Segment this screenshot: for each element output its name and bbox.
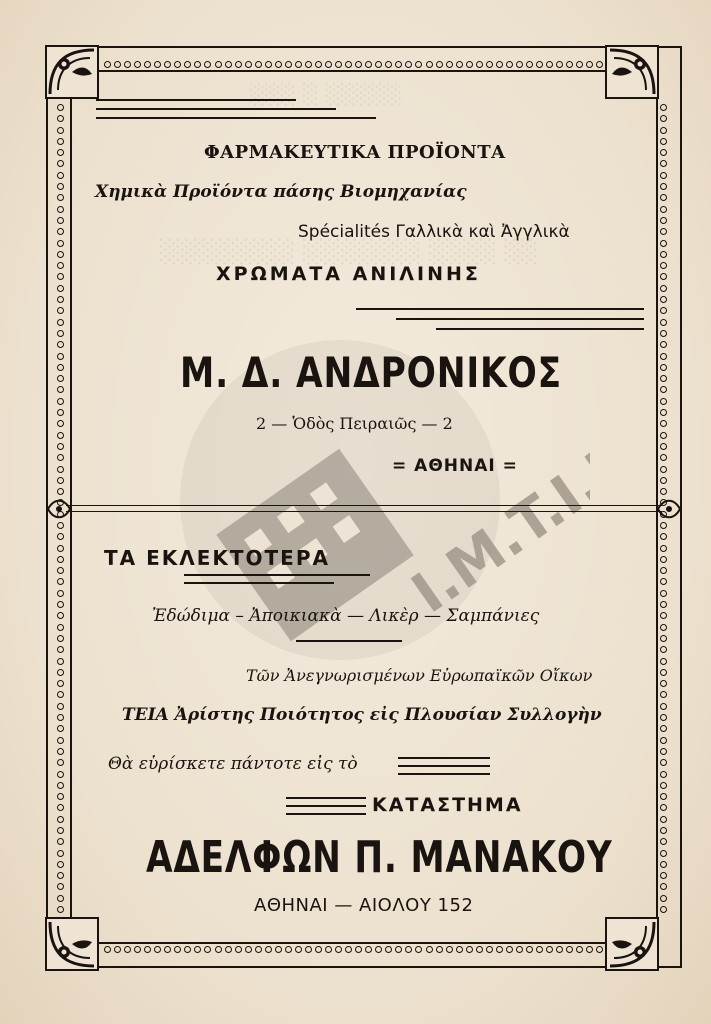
chain-dot xyxy=(57,861,64,868)
chain-dot xyxy=(124,946,131,953)
chain-dot xyxy=(660,669,667,676)
divider-ornament-icon xyxy=(656,496,682,522)
ad1-address: 2 — Ὁδὸς Πειραιῶς — 2 xyxy=(256,414,453,433)
decorative-rule xyxy=(398,757,490,759)
ad1-subheading: Χημικὰ Προϊόντα πάσης Βιομηχανίας xyxy=(95,182,467,202)
chain-dot xyxy=(57,624,64,631)
chain-dot xyxy=(245,61,252,68)
decorative-rule xyxy=(356,308,644,310)
chain-dot xyxy=(154,61,161,68)
chain-dot xyxy=(57,804,64,811)
chain-dot xyxy=(57,895,64,902)
chain-dot xyxy=(57,386,64,393)
chain-dot xyxy=(576,61,583,68)
chain-dot xyxy=(456,946,463,953)
chain-dot xyxy=(476,61,483,68)
chain-dot xyxy=(556,61,563,68)
decorative-rule xyxy=(96,99,296,101)
chain-dot xyxy=(57,149,64,156)
chain-dot xyxy=(124,61,131,68)
chain-dot xyxy=(660,409,667,416)
chain-dot xyxy=(57,782,64,789)
ad2-products: Ἐδώδιμα – Ἀποικιακὰ — Λικὲρ — Σαμπάνιες xyxy=(152,606,540,626)
chain-dot xyxy=(57,228,64,235)
chain-dot xyxy=(57,612,64,619)
chain-dot xyxy=(660,906,667,913)
chain-dot xyxy=(660,420,667,427)
chain-dot xyxy=(660,601,667,608)
ad2-merchant-name: ΑΔΕΛΦΩΝ Π. ΜΑΝΑΚΟΥ xyxy=(146,832,613,883)
chain-dot xyxy=(57,330,64,337)
chain-dot xyxy=(660,883,667,890)
chain-dot xyxy=(164,61,171,68)
chain-dot xyxy=(415,61,422,68)
chain-dot xyxy=(660,737,667,744)
chain-dot xyxy=(255,61,262,68)
chain-dot xyxy=(660,895,667,902)
chain-dot xyxy=(57,737,64,744)
dot-chain-top xyxy=(104,61,604,71)
chain-dot xyxy=(660,319,667,326)
chain-dot xyxy=(57,127,64,134)
chain-dot xyxy=(57,872,64,879)
ad1-colors: ΧΡΩΜΑΤΑ ΑΝΙΛΙΝΗΣ xyxy=(216,263,481,285)
chain-dot xyxy=(586,946,593,953)
chain-dot xyxy=(660,341,667,348)
chain-dot xyxy=(660,330,667,337)
decorative-rule xyxy=(436,328,644,330)
chain-dot xyxy=(660,590,667,597)
chain-dot xyxy=(57,748,64,755)
chain-dot xyxy=(660,782,667,789)
chain-dot xyxy=(660,454,667,461)
corner-ornament-icon xyxy=(44,916,100,972)
chain-dot xyxy=(275,946,282,953)
chain-dot xyxy=(57,285,64,292)
chain-dot xyxy=(446,61,453,68)
chain-dot xyxy=(57,138,64,145)
chain-dot xyxy=(355,61,362,68)
chain-dot xyxy=(516,946,523,953)
chain-dot xyxy=(57,691,64,698)
decorative-rule xyxy=(398,765,490,767)
chain-dot xyxy=(355,946,362,953)
chain-dot xyxy=(335,946,342,953)
chain-dot xyxy=(405,946,412,953)
chain-dot xyxy=(57,420,64,427)
chain-dot xyxy=(57,567,64,574)
chain-dot xyxy=(57,816,64,823)
chain-dot xyxy=(556,946,563,953)
chain-dot xyxy=(215,61,222,68)
chain-dot xyxy=(660,115,667,122)
chain-dot xyxy=(104,61,111,68)
chain-dot xyxy=(660,386,667,393)
chain-dot xyxy=(660,850,667,857)
chain-dot xyxy=(194,61,201,68)
chain-dot xyxy=(57,883,64,890)
chain-dot xyxy=(57,466,64,473)
chain-dot xyxy=(57,601,64,608)
chain-dot xyxy=(104,946,111,953)
chain-dot xyxy=(57,522,64,529)
ad2-houses: Τῶν Ἀνεγνωρισμένων Εὐρωπαϊκῶν Οἴκων xyxy=(246,666,593,685)
chain-dot xyxy=(57,578,64,585)
chain-dot xyxy=(660,680,667,687)
ad2-store-label: ΚΑΤΑΣΤΗΜΑ xyxy=(372,794,523,816)
chain-dot xyxy=(660,432,667,439)
chain-dot xyxy=(660,466,667,473)
chain-dot xyxy=(57,398,64,405)
chain-dot xyxy=(57,115,64,122)
chain-dot xyxy=(586,61,593,68)
chain-dot xyxy=(660,206,667,213)
chain-dot xyxy=(660,149,667,156)
chain-dot xyxy=(365,61,372,68)
decorative-rule xyxy=(286,797,366,799)
chain-dot xyxy=(660,771,667,778)
chain-dot xyxy=(57,680,64,687)
ad1-city: = ΑΘΗΝΑΙ = xyxy=(392,456,518,476)
chain-dot xyxy=(57,353,64,360)
chain-dot xyxy=(660,545,667,552)
ad2-teas: ΤΕΙΑ Ἀρίστης Ποιότητος εἰς Πλουσίαν Συλλογὴν xyxy=(122,705,602,725)
chain-dot xyxy=(215,946,222,953)
chain-dot xyxy=(660,872,667,879)
chain-dot xyxy=(225,946,232,953)
chain-dot xyxy=(134,946,141,953)
chain-dot xyxy=(57,194,64,201)
corner-ornament-icon xyxy=(44,44,100,100)
chain-dot xyxy=(57,443,64,450)
chain-dot xyxy=(335,61,342,68)
chain-dot xyxy=(295,61,302,68)
chain-dot xyxy=(660,804,667,811)
chain-dot xyxy=(660,104,667,111)
chain-dot xyxy=(536,946,543,953)
chain-dot xyxy=(144,946,151,953)
chain-dot xyxy=(660,296,667,303)
chain-dot xyxy=(395,946,402,953)
chain-dot xyxy=(57,488,64,495)
decorative-rule xyxy=(296,640,402,642)
chain-dot xyxy=(265,61,272,68)
chain-dot xyxy=(57,714,64,721)
ad2-heading: ΤΑ ΕΚΛΕΚΤΟΤΕΡΑ xyxy=(104,546,330,570)
chain-dot xyxy=(144,61,151,68)
decorative-rule xyxy=(286,813,366,815)
chain-dot xyxy=(436,61,443,68)
chain-dot xyxy=(660,556,667,563)
chain-dot xyxy=(325,946,332,953)
chain-dot xyxy=(526,61,533,68)
chain-dot xyxy=(516,61,523,68)
ad1-heading: ΦΑΡΜΑΚΕΥΤΙΚΑ ΠΡΟΪΟΝΤΑ xyxy=(204,142,506,163)
chain-dot xyxy=(486,61,493,68)
chain-dot xyxy=(660,703,667,710)
chain-dot xyxy=(660,578,667,585)
decorative-rule xyxy=(96,108,336,110)
chain-dot xyxy=(660,816,667,823)
ad1-merchant-name: Μ. Δ. ΑΝΔΡΟΝΙΚΟΣ xyxy=(180,348,562,397)
chain-dot xyxy=(536,61,543,68)
chain-dot xyxy=(57,590,64,597)
chain-dot xyxy=(235,61,242,68)
chain-dot xyxy=(385,946,392,953)
chain-dot xyxy=(204,946,211,953)
chain-dot xyxy=(204,61,211,68)
chain-dot xyxy=(57,669,64,676)
chain-dot xyxy=(57,307,64,314)
decorative-rule xyxy=(96,117,376,119)
chain-dot xyxy=(660,364,667,371)
chain-dot xyxy=(305,61,312,68)
ad1-specialites xyxy=(298,222,570,242)
chain-dot xyxy=(57,364,64,371)
decorative-rule xyxy=(184,582,334,584)
decorative-rule xyxy=(398,773,490,775)
chain-dot xyxy=(154,946,161,953)
chain-dot xyxy=(57,319,64,326)
svg-text:I.M.T.I.E.: I.M.T.I.E. xyxy=(400,417,590,627)
chain-dot xyxy=(660,635,667,642)
chain-dot xyxy=(174,61,181,68)
chain-dot xyxy=(426,946,433,953)
chain-dot xyxy=(315,946,322,953)
chain-dot xyxy=(566,946,573,953)
chain-dot xyxy=(596,946,603,953)
chain-dot xyxy=(57,296,64,303)
chain-dot xyxy=(57,646,64,653)
chain-dot xyxy=(325,61,332,68)
decorative-rule xyxy=(286,805,366,807)
chain-dot xyxy=(57,759,64,766)
chain-dot xyxy=(476,946,483,953)
chain-dot xyxy=(57,172,64,179)
chain-dot xyxy=(57,545,64,552)
chain-dot xyxy=(446,946,453,953)
chain-dot xyxy=(436,946,443,953)
chain-dot xyxy=(496,946,503,953)
chain-dot xyxy=(660,827,667,834)
chain-dot xyxy=(57,104,64,111)
chain-dot xyxy=(114,61,121,68)
chain-dot xyxy=(174,946,181,953)
chain-dot xyxy=(660,477,667,484)
chain-dot xyxy=(184,61,191,68)
chain-dot xyxy=(184,946,191,953)
chain-dot xyxy=(660,262,667,269)
chain-dot xyxy=(660,127,667,134)
chain-dot xyxy=(660,217,667,224)
chain-dot xyxy=(486,946,493,953)
chain-dot xyxy=(57,273,64,280)
chain-dot xyxy=(660,714,667,721)
chain-dot xyxy=(660,172,667,179)
chain-dot xyxy=(660,793,667,800)
ad2-address: ΑΘΗΝΑΙ — ΑΙΟΛΟΥ 152 xyxy=(254,895,474,916)
chain-dot xyxy=(57,432,64,439)
chain-dot xyxy=(57,160,64,167)
chain-dot xyxy=(245,946,252,953)
chain-dot xyxy=(660,488,667,495)
chain-dot xyxy=(57,703,64,710)
chain-dot xyxy=(395,61,402,68)
chain-dot xyxy=(546,946,553,953)
chain-dot xyxy=(660,273,667,280)
chain-dot xyxy=(660,285,667,292)
chain-dot xyxy=(660,861,667,868)
chain-dot xyxy=(57,838,64,845)
corner-ornament-icon xyxy=(604,44,660,100)
chain-dot xyxy=(365,946,372,953)
chain-dot xyxy=(660,228,667,235)
chain-dot xyxy=(660,612,667,619)
chain-dot xyxy=(660,691,667,698)
chain-dot xyxy=(57,827,64,834)
chain-dot xyxy=(496,61,503,68)
chain-dot xyxy=(57,477,64,484)
chain-dot xyxy=(57,556,64,563)
chain-dot xyxy=(57,251,64,258)
chain-dot xyxy=(194,946,201,953)
bleed-through-text: ░░░ ░ ░░░░░ xyxy=(250,82,403,106)
chain-dot xyxy=(660,838,667,845)
chain-dot xyxy=(57,725,64,732)
section-divider xyxy=(46,502,682,516)
chain-dot xyxy=(57,206,64,213)
chain-dot xyxy=(660,567,667,574)
chain-dot xyxy=(566,61,573,68)
chain-dot xyxy=(57,262,64,269)
dot-chain-bottom xyxy=(104,946,604,956)
chain-dot xyxy=(405,61,412,68)
chain-dot xyxy=(506,946,513,953)
chain-dot xyxy=(660,748,667,755)
decorative-rule xyxy=(396,318,644,320)
chain-dot xyxy=(466,946,473,953)
chain-dot xyxy=(660,138,667,145)
chain-dot xyxy=(660,533,667,540)
chain-dot xyxy=(660,307,667,314)
chain-dot xyxy=(57,906,64,913)
chain-dot xyxy=(57,635,64,642)
chain-dot xyxy=(345,61,352,68)
chain-dot xyxy=(660,646,667,653)
chain-dot xyxy=(345,946,352,953)
chain-dot xyxy=(57,409,64,416)
chain-dot xyxy=(660,251,667,258)
chain-dot xyxy=(57,183,64,190)
chain-dot xyxy=(164,946,171,953)
chain-dot xyxy=(57,375,64,382)
chain-dot xyxy=(57,771,64,778)
chain-dot xyxy=(57,850,64,857)
chain-dot xyxy=(660,240,667,247)
chain-dot xyxy=(660,658,667,665)
chain-dot xyxy=(57,217,64,224)
chain-dot xyxy=(285,61,292,68)
chain-dot xyxy=(526,946,533,953)
ad1-specialites-text: Spécialités Γαλλικὰ καὶ Ἀγγλικὰ xyxy=(298,222,570,242)
chain-dot xyxy=(375,946,382,953)
chain-dot xyxy=(660,398,667,405)
chain-dot xyxy=(57,240,64,247)
chain-dot xyxy=(225,61,232,68)
bleed-through-text: ░░░░░░░░ ░░░░░░░ ░░░░ ░░ xyxy=(160,240,539,265)
chain-dot xyxy=(660,183,667,190)
chain-dot xyxy=(546,61,553,68)
chain-dot xyxy=(295,946,302,953)
chain-dot xyxy=(255,946,262,953)
chain-dot xyxy=(305,946,312,953)
chain-dot xyxy=(285,946,292,953)
chain-dot xyxy=(660,160,667,167)
chain-dot xyxy=(57,454,64,461)
chain-dot xyxy=(660,624,667,631)
chain-dot xyxy=(57,658,64,665)
ad2-find: Θὰ εὑρίσκετε πάντοτε εἰς τὸ xyxy=(108,754,358,774)
chain-dot xyxy=(596,61,603,68)
chain-dot xyxy=(415,946,422,953)
chain-dot xyxy=(660,522,667,529)
chain-dot xyxy=(660,375,667,382)
chain-dot xyxy=(426,61,433,68)
chain-dot xyxy=(466,61,473,68)
chain-dot xyxy=(660,725,667,732)
chain-dot xyxy=(57,533,64,540)
chain-dot xyxy=(114,946,121,953)
chain-dot xyxy=(385,61,392,68)
chain-dot xyxy=(275,61,282,68)
divider-ornament-icon xyxy=(46,496,72,522)
corner-ornament-icon xyxy=(604,916,660,972)
chain-dot xyxy=(134,61,141,68)
chain-dot xyxy=(57,341,64,348)
chain-dot xyxy=(235,946,242,953)
chain-dot xyxy=(456,61,463,68)
chain-dot xyxy=(660,443,667,450)
chain-dot xyxy=(506,61,513,68)
chain-dot xyxy=(315,61,322,68)
decorative-rule xyxy=(184,574,370,576)
chain-dot xyxy=(576,946,583,953)
chain-dot xyxy=(375,61,382,68)
chain-dot xyxy=(265,946,272,953)
chain-dot xyxy=(660,353,667,360)
chain-dot xyxy=(660,194,667,201)
chain-dot xyxy=(57,793,64,800)
chain-dot xyxy=(660,759,667,766)
